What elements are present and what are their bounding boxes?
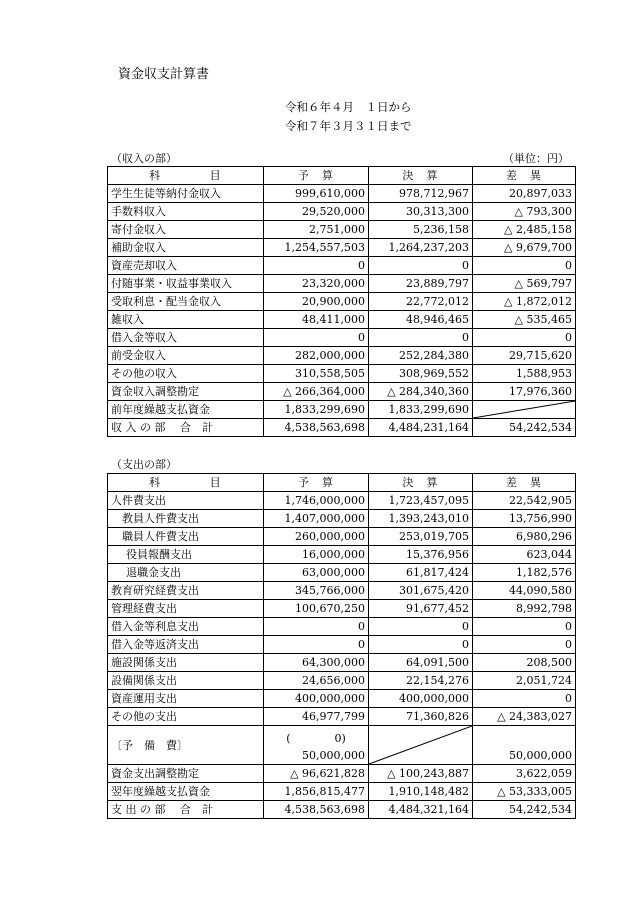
column-header: 予 算 bbox=[264, 474, 369, 492]
actual-value: 64,091,500 bbox=[369, 654, 473, 672]
budget-value: 4,538,563,698 bbox=[264, 801, 369, 819]
table-row bbox=[108, 329, 576, 347]
column-header: 決 算 bbox=[369, 167, 473, 185]
row-label: 収 入 の 部 合 計 bbox=[108, 419, 264, 437]
actual-value: 1,833,299,690 bbox=[369, 401, 473, 419]
budget-amount: 50,000,000 bbox=[302, 749, 365, 762]
row-label: 設備関係支出 bbox=[108, 672, 264, 690]
diff-value: △ 24,383,027 bbox=[473, 708, 576, 726]
table-row bbox=[108, 347, 576, 365]
table-row bbox=[108, 419, 576, 437]
budget-value: 46,977,799 bbox=[264, 708, 369, 726]
actual-value: 4,484,321,164 bbox=[369, 801, 473, 819]
budget-value: 29,520,000 bbox=[264, 203, 369, 221]
table-row bbox=[108, 582, 576, 600]
diff-value: 1,588,953 bbox=[473, 365, 576, 383]
diff-value: △ 9,679,700 bbox=[473, 239, 576, 257]
budget-value: 1,856,815,477 bbox=[264, 783, 369, 801]
actual-value: 71,360,826 bbox=[369, 708, 473, 726]
budget-value: 16,000,000 bbox=[264, 546, 369, 564]
table-row bbox=[108, 765, 576, 783]
diff-value: 0 bbox=[473, 690, 576, 708]
budget-value: 0 bbox=[264, 257, 369, 275]
row-label: 管理経費支出 bbox=[108, 600, 264, 618]
row-label: 前受金収入 bbox=[108, 347, 264, 365]
budget-value: 48,411,000 bbox=[264, 311, 369, 329]
actual-value: 91,677,452 bbox=[369, 600, 473, 618]
actual-value: 61,817,424 bbox=[369, 564, 473, 582]
diff-value bbox=[473, 401, 576, 419]
table-row bbox=[108, 492, 576, 510]
diff-value: △ 2,485,158 bbox=[473, 221, 576, 239]
diff-value: 8,992,798 bbox=[473, 600, 576, 618]
diagonal-line bbox=[369, 726, 472, 764]
actual-value: 252,284,380 bbox=[369, 347, 473, 365]
budget-value: 1,254,557,503 bbox=[264, 239, 369, 257]
table-row bbox=[108, 203, 576, 221]
actual-value: 48,946,465 bbox=[369, 311, 473, 329]
diff-value: 6,980,296 bbox=[473, 528, 576, 546]
table-row bbox=[108, 528, 576, 546]
table-row bbox=[108, 311, 576, 329]
row-label: 寄付金収入 bbox=[108, 221, 264, 239]
table-row bbox=[108, 654, 576, 672]
diff-value: 13,756,990 bbox=[473, 510, 576, 528]
actual-value: 308,969,552 bbox=[369, 365, 473, 383]
budget-value: 345,766,000 bbox=[264, 582, 369, 600]
diff-value: 54,242,534 bbox=[473, 801, 576, 819]
row-label: 雑収入 bbox=[108, 311, 264, 329]
diff-value: 0 bbox=[473, 329, 576, 347]
row-label: 付随事業・収益事業収入 bbox=[108, 275, 264, 293]
actual-value: 22,772,012 bbox=[369, 293, 473, 311]
header-row bbox=[108, 474, 576, 492]
table-row bbox=[108, 708, 576, 726]
row-label: 手数料収入 bbox=[108, 203, 264, 221]
row-label: 学生生徒等納付金収入 bbox=[108, 185, 264, 203]
table-row bbox=[108, 783, 576, 801]
actual-value: 400,000,000 bbox=[369, 690, 473, 708]
actual-value: 1,910,148,482 bbox=[369, 783, 473, 801]
diff-value: 2,051,724 bbox=[473, 672, 576, 690]
budget-value: 64,300,000 bbox=[264, 654, 369, 672]
diff-value: 54,242,534 bbox=[473, 419, 576, 437]
diff-value: 17,976,360 bbox=[473, 383, 576, 401]
budget-value: 20,900,000 bbox=[264, 293, 369, 311]
row-label: 施設関係支出 bbox=[108, 654, 264, 672]
budget-value: 1,746,000,000 bbox=[264, 492, 369, 510]
diff-value: 50,000,000 bbox=[473, 726, 576, 765]
diff-value: 22,542,905 bbox=[473, 492, 576, 510]
budget-value: 999,610,000 bbox=[264, 185, 369, 203]
budget-value: 0 bbox=[264, 636, 369, 654]
table-row bbox=[108, 618, 576, 636]
budget-value: 0 bbox=[264, 329, 369, 347]
row-label: 支 出 の 部 合 計 bbox=[108, 801, 264, 819]
period-from: 令和６年４月 １日から bbox=[285, 100, 412, 114]
table-row bbox=[108, 726, 576, 765]
budget-value: 260,000,000 bbox=[264, 528, 369, 546]
row-label: 資金収入調整勘定 bbox=[108, 383, 264, 401]
table-row bbox=[108, 221, 576, 239]
budget-value: 100,670,250 bbox=[264, 600, 369, 618]
budget-value: 24,656,000 bbox=[264, 672, 369, 690]
diff-value: 3,622,059 bbox=[473, 765, 576, 783]
budget-note: ( 0) bbox=[286, 732, 346, 745]
row-label: 資産運用支出 bbox=[108, 690, 264, 708]
diff-value: △ 1,872,012 bbox=[473, 293, 576, 311]
table-row bbox=[108, 636, 576, 654]
diff-value: △ 793,300 bbox=[473, 203, 576, 221]
column-header: 差 異 bbox=[473, 474, 576, 492]
table-row bbox=[108, 239, 576, 257]
table-row bbox=[108, 600, 576, 618]
row-label: 人件費支出 bbox=[108, 492, 264, 510]
diff-value: 20,897,033 bbox=[473, 185, 576, 203]
table-row bbox=[108, 564, 576, 582]
table-row bbox=[108, 275, 576, 293]
row-label: 前年度繰越支払資金 bbox=[108, 401, 264, 419]
row-label: 教員人件費支出 bbox=[108, 510, 264, 528]
actual-value: 301,675,420 bbox=[369, 582, 473, 600]
row-label: 資金支出調整勘定 bbox=[108, 765, 264, 783]
row-label: 借入金等返済支出 bbox=[108, 636, 264, 654]
diff-value: 0 bbox=[473, 257, 576, 275]
budget-value: 1,833,299,690 bbox=[264, 401, 369, 419]
diff-value: △ 569,797 bbox=[473, 275, 576, 293]
table-row bbox=[108, 690, 576, 708]
diff-value: △ 53,333,005 bbox=[473, 783, 576, 801]
diff-value: 623,044 bbox=[473, 546, 576, 564]
budget-value: △ 266,364,000 bbox=[264, 383, 369, 401]
row-label: 受取利息・配当金収入 bbox=[108, 293, 264, 311]
actual-value: 0 bbox=[369, 329, 473, 347]
actual-value: 0 bbox=[369, 257, 473, 275]
actual-value: 1,393,243,010 bbox=[369, 510, 473, 528]
budget-value bbox=[264, 726, 369, 765]
table-row bbox=[108, 257, 576, 275]
income-table bbox=[107, 166, 576, 437]
row-label: 借入金等利息支出 bbox=[108, 618, 264, 636]
table-row bbox=[108, 293, 576, 311]
diff-value: 29,715,620 bbox=[473, 347, 576, 365]
income-section-label: （収入の部） bbox=[111, 152, 177, 165]
budget-value: △ 96,621,828 bbox=[264, 765, 369, 783]
row-label: 退職金支出 bbox=[108, 564, 264, 582]
table-row bbox=[108, 383, 576, 401]
diff-value: 0 bbox=[473, 618, 576, 636]
diff-value: △ 535,465 bbox=[473, 311, 576, 329]
diff-value: 44,090,580 bbox=[473, 582, 576, 600]
actual-value: 5,236,158 bbox=[369, 221, 473, 239]
actual-value: 15,376,956 bbox=[369, 546, 473, 564]
actual-value: 0 bbox=[369, 618, 473, 636]
budget-value: 23,320,000 bbox=[264, 275, 369, 293]
row-label: 職員人件費支出 bbox=[108, 528, 264, 546]
actual-value: 1,264,237,203 bbox=[369, 239, 473, 257]
unit-label: （単位：円） bbox=[503, 152, 569, 165]
row-label: 役員報酬支出 bbox=[108, 546, 264, 564]
header-row bbox=[108, 167, 576, 185]
diff-value: 0 bbox=[473, 636, 576, 654]
actual-value: 253,019,705 bbox=[369, 528, 473, 546]
row-label: 補助金収入 bbox=[108, 239, 264, 257]
budget-value: 63,000,000 bbox=[264, 564, 369, 582]
row-label: 借入金等収入 bbox=[108, 329, 264, 347]
diff-value: 208,500 bbox=[473, 654, 576, 672]
row-label: 〔予 備 費〕 bbox=[108, 726, 264, 765]
budget-value: 282,000,000 bbox=[264, 347, 369, 365]
budget-value: 4,538,563,698 bbox=[264, 419, 369, 437]
row-label: 教育研究経費支出 bbox=[108, 582, 264, 600]
budget-value: 400,000,000 bbox=[264, 690, 369, 708]
row-label: 翌年度繰越支払資金 bbox=[108, 783, 264, 801]
table-row bbox=[108, 185, 576, 203]
budget-value: 310,558,505 bbox=[264, 365, 369, 383]
budget-value: 0 bbox=[264, 618, 369, 636]
budget-value: 2,751,000 bbox=[264, 221, 369, 239]
actual-value: 22,154,276 bbox=[369, 672, 473, 690]
actual-value bbox=[369, 726, 473, 765]
diagonal-line bbox=[473, 401, 575, 418]
table-row bbox=[108, 672, 576, 690]
column-header: 予 算 bbox=[264, 167, 369, 185]
row-label: その他の収入 bbox=[108, 365, 264, 383]
table-row bbox=[108, 510, 576, 528]
table-row bbox=[108, 401, 576, 419]
actual-value: △ 100,243,887 bbox=[369, 765, 473, 783]
actual-value: 1,723,457,095 bbox=[369, 492, 473, 510]
period-to: 令和７年３月３１日まで bbox=[285, 119, 412, 133]
table-row bbox=[108, 365, 576, 383]
actual-value: 0 bbox=[369, 636, 473, 654]
budget-value: 1,407,000,000 bbox=[264, 510, 369, 528]
column-header: 決 算 bbox=[369, 474, 473, 492]
row-label: 資産売却収入 bbox=[108, 257, 264, 275]
column-header: 科 目 bbox=[108, 167, 264, 185]
expense-table bbox=[107, 473, 576, 819]
document-title: 資金収支計算書 bbox=[118, 67, 210, 82]
actual-value: 4,484,231,164 bbox=[369, 419, 473, 437]
diff-value: 1,182,576 bbox=[473, 564, 576, 582]
table-row bbox=[108, 546, 576, 564]
table-row bbox=[108, 801, 576, 819]
actual-value: 978,712,967 bbox=[369, 185, 473, 203]
row-label: その他の支出 bbox=[108, 708, 264, 726]
actual-value: 23,889,797 bbox=[369, 275, 473, 293]
actual-value: 30,313,300 bbox=[369, 203, 473, 221]
column-header: 差 異 bbox=[473, 167, 576, 185]
actual-value: △ 284,340,360 bbox=[369, 383, 473, 401]
column-header: 科 目 bbox=[108, 474, 264, 492]
expense-section-label: （支出の部） bbox=[111, 458, 177, 471]
